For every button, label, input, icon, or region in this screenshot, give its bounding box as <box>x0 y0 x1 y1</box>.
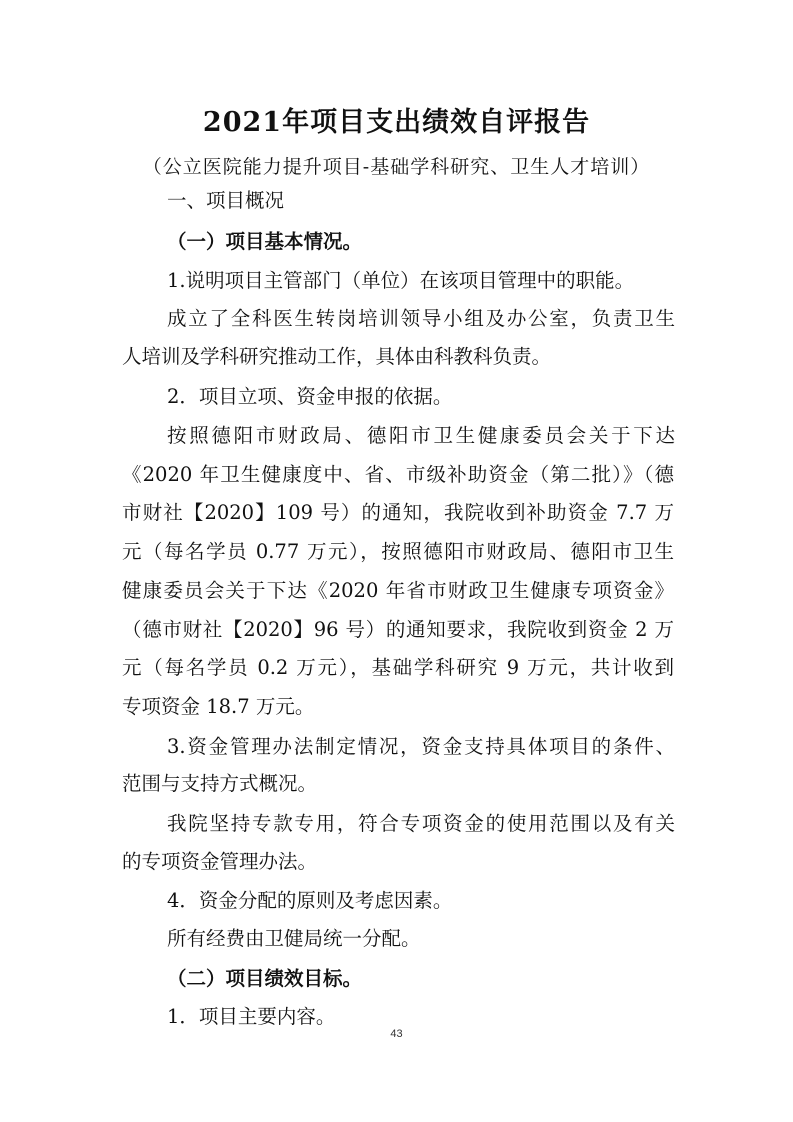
subsection-heading-basic-info: （一）项目基本情况。 <box>167 230 363 253</box>
paragraph-line: 的专项资金管理办法。 <box>122 850 318 873</box>
paragraph-line: 《2020 年卫生健康度中、省、市级补助资金（第二批）》（德 <box>122 463 674 486</box>
paragraph-line: 范围与支持方式概况。 <box>122 772 318 795</box>
paragraph-line: 按照德阳市财政局、德阳市卫生健康委员会关于下达 <box>167 424 675 447</box>
paragraph-line: 1.说明项目主管部门（单位）在该项目管理中的职能。 <box>167 269 635 292</box>
paragraph-line: 健康委员会关于下达《2020 年省市财政卫生健康专项资金》 <box>122 579 674 602</box>
paragraph-line: 专项资金 18.7 万元。 <box>122 695 315 718</box>
paragraph-line: 市财社【2020】109 号）的通知，我院收到补助资金 7.7 万 <box>122 501 674 524</box>
paragraph-line: 所有经费由卫健局统一分配。 <box>167 927 421 950</box>
paragraph-line: 元（每名学员 0.2 万元），基础学科研究 9 万元，共计收到 <box>122 656 674 679</box>
paragraph-line: 成立了全科医生转岗培训领导小组及办公室，负责卫生 <box>167 307 675 330</box>
paragraph-line: 3.资金管理办法制定情况，资金支持具体项目的条件、 <box>167 735 675 758</box>
paragraph-line: 元（每名学员 0.77 万元），按照德阳市财政局、德阳市卫生 <box>122 540 674 563</box>
page-number: 43 <box>390 1028 403 1040</box>
subsection-heading-performance-goals: （二）项目绩效目标。 <box>167 967 363 990</box>
section-heading-overview: 一、项目概况 <box>167 189 285 212</box>
paragraph-line: 2．项目立项、资金申报的依据。 <box>167 385 453 408</box>
paragraph-line: 1．项目主要内容。 <box>167 1005 336 1028</box>
document-subtitle: （公立医院能力提升项目-基础学科研究、卫生人才培训） <box>142 156 651 178</box>
document-title: 2021年项目支出绩效自评报告 <box>202 107 591 138</box>
paragraph-line: 人培训及学科研究推动工作，具体由科教科负责。 <box>122 345 552 368</box>
paragraph-line: （德市财社【2020】96 号）的通知要求，我院收到资金 2 万 <box>122 618 674 641</box>
paragraph-line: 我院坚持专款专用，符合专项资金的使用范围以及有关 <box>167 812 675 835</box>
paragraph-line: 4．资金分配的原则及考虑因素。 <box>167 889 453 912</box>
